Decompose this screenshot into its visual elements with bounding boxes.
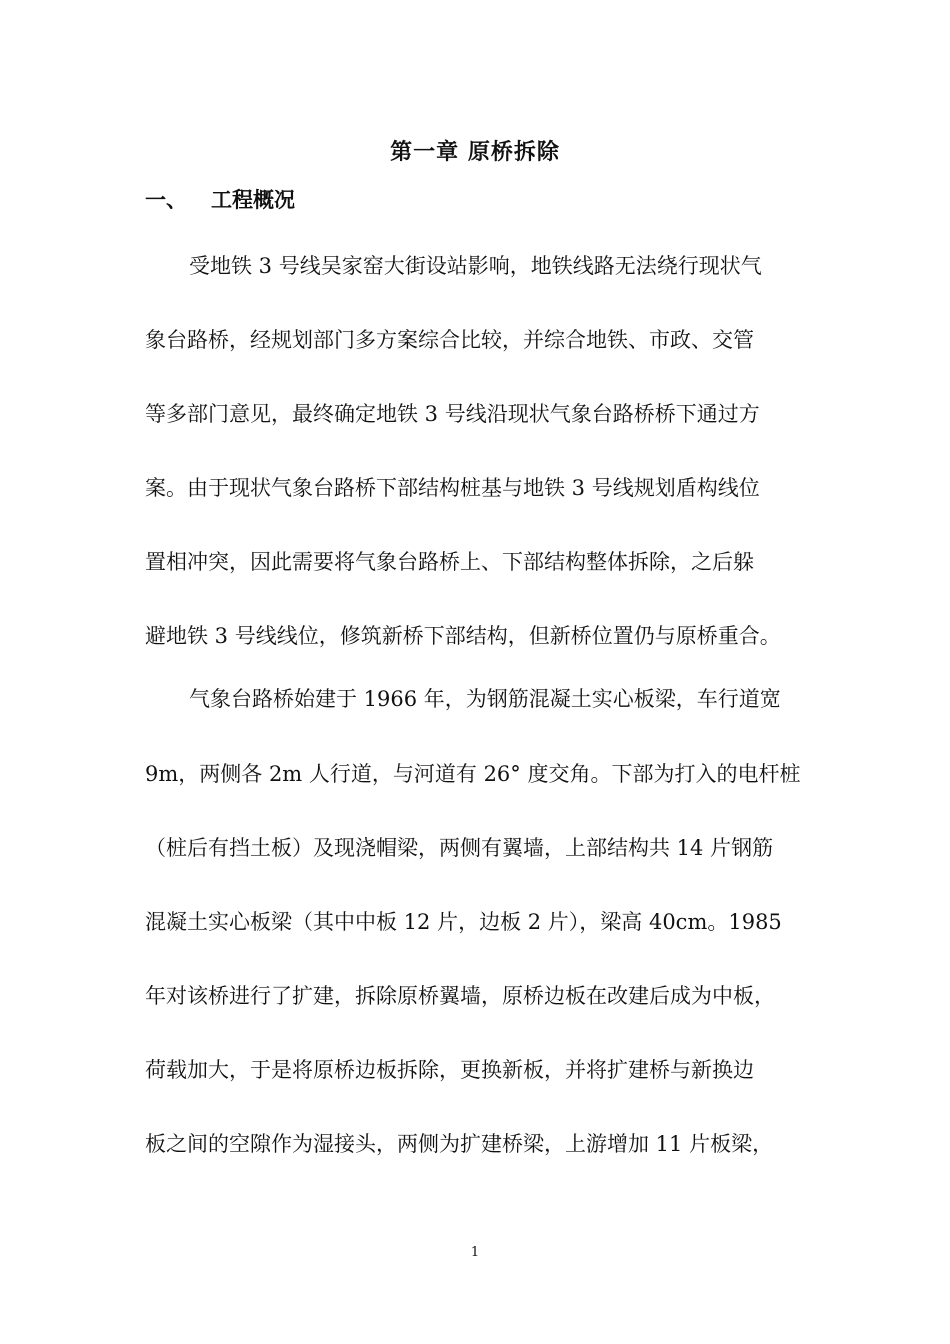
chapter-title: 第一章 原桥拆除 [390,139,560,165]
paragraph-line: 板之间的空隙作为湿接头，两侧为扩建桥梁，上游增加 11 片板梁， [145,1132,774,1156]
paragraph-line: 案。由于现状气象台路桥下部结构桩基与地铁 3 号线规划盾构线位 [145,476,760,500]
section-number: 一、 [145,187,187,212]
paragraph-line: 荷载加大，于是将原桥边板拆除，更换新板，并将扩建桥与新换边 [145,1058,754,1082]
paragraph-line: （桩后有挡土板）及现浇帽梁，两侧有翼墙，上部结构共 14 片钢筋 [145,836,774,860]
paragraph-line: 置相冲突，因此需要将气象台路桥上、下部结构整体拆除，之后躲 [145,550,754,574]
paragraph-line: 避地铁 3 号线线位，修筑新桥下部结构，但新桥位置仍与原桥重合。 [145,624,781,648]
paragraph-line: 气象台路桥始建于 1966 年，为钢筋混凝土实心板梁，车行道宽 [189,687,781,711]
paragraph-line: 9m，两侧各 2m 人行道，与河道有 26° 度交角。下部为打入的电杆桩 [145,762,801,786]
section-title: 工程概况 [211,187,295,212]
paragraph-line: 受地铁 3 号线吴家窑大街设站影响，地铁线路无法绕行现状气 [189,254,762,278]
page-number: 1 [470,1245,480,1260]
paragraph-line: 年对该桥进行了扩建，拆除原桥翼墙，原桥边板在改建后成为中板， [145,984,775,1008]
paragraph-line: 象台路桥，经规划部门多方案综合比较，并综合地铁、市政、交管 [145,328,754,352]
paragraph-line: 等多部门意见，最终确定地铁 3 号线沿现状气象台路桥桥下通过方 [145,402,760,426]
paragraph-line: 混凝土实心板梁（其中中板 12 片，边板 2 片），梁高 40cm。1985 [145,910,782,934]
section-heading [145,184,295,216]
